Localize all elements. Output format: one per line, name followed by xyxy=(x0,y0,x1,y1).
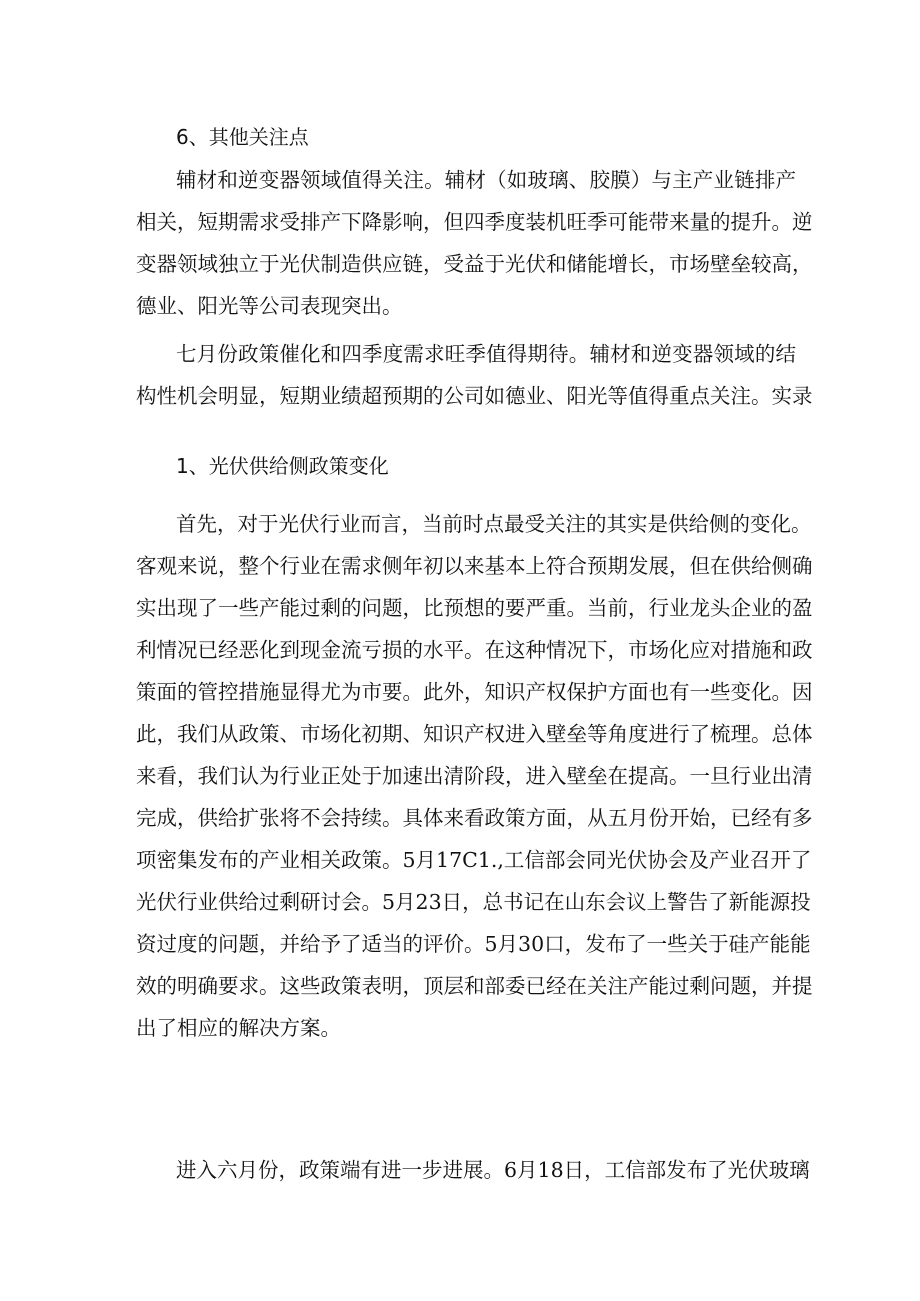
paragraph-line: 变器领域独立于光伏制造供应链，受益于光伏和储能增长，市场壁垒较高， xyxy=(136,252,813,276)
paragraph-line: 实出现了一些产能过剩的问题，比预想的要严重。当前，行业龙头企业的盈 xyxy=(136,596,813,620)
paragraph-line: 出了相应的解决方案。 xyxy=(136,1016,341,1040)
paragraph-line: 资过度的问题，并给予了适当的评价。5月30口，发布了一些关于硅产能能 xyxy=(136,932,811,956)
paragraph-line: 此，我们从政策、市场化初期、知识产权进入壁垒等角度进行了梳理。总体 xyxy=(136,722,813,746)
section-heading-1: 1、光伏供给侧政策变化 xyxy=(176,454,389,478)
paragraph-line: 七月份政策催化和四季度需求旺季值得期待。辅材和逆变器领域的结 xyxy=(176,342,796,366)
paragraph-line: 效的明确要求。这些政策表明，顶层和部委已经在关注产能过剩问题，并提 xyxy=(136,974,813,998)
paragraph-line: 相关，短期需求受排产下降影响，但四季度装机旺季可能带来量的提升。逆 xyxy=(136,210,813,234)
paragraph-line: 德业、阳光等公司表现突出。 xyxy=(136,294,403,318)
paragraph-line: 光伏行业供给过剩研讨会。5月23日，总书记在山东会议上警告了新能源投 xyxy=(136,890,811,914)
paragraph-line: 完成，供给扩张将不会持续。具体来看政策方面，从五月份开始，已经有多 xyxy=(136,806,813,830)
paragraph-line: 构性机会明显，短期业绩超预期的公司如德业、阳光等值得重点关注。实录 xyxy=(136,384,813,408)
paragraph-line: 进入六月份，政策端有进一步进展。6月18日，工信部发布了光伏玻璃 xyxy=(176,1158,810,1182)
paragraph-line: 策面的管控措施显得尤为市要。此外，知识产权保护方面也有一些变化。因 xyxy=(136,680,813,704)
paragraph-supply-side xyxy=(136,503,813,1049)
paragraph-line: 辅材和逆变器领域值得关注。辅材（如玻璃、胶膜）与主产业链排产 xyxy=(176,168,796,192)
section-heading-6: 6、其他关注点 xyxy=(176,125,309,149)
paragraph-auxiliary-inverter xyxy=(136,159,813,327)
paragraph-line: 客观来说，整个行业在需求侧年初以来基本上符合预期发展，但在供给侧确 xyxy=(136,554,813,578)
paragraph-line: 首先，对于光伏行业而言，当前时点最受关注的其实是供给侧的变化。 xyxy=(176,512,812,536)
paragraph-line: 来看，我们认为行业正处于加速出清阶段，进入壁垒在提高。一旦行业出清 xyxy=(136,764,813,788)
paragraph-june-progress xyxy=(176,1149,810,1191)
paragraph-line: 利情况已经恶化到现金流亏损的水平。在这种情况下，市场化应对措施和政 xyxy=(136,638,813,662)
paragraph-july-policy xyxy=(136,333,813,417)
paragraph-line: 项密集发布的产业相关政策。5月17C1.,工信部会同光伏协会及产业召开了 xyxy=(136,848,812,872)
